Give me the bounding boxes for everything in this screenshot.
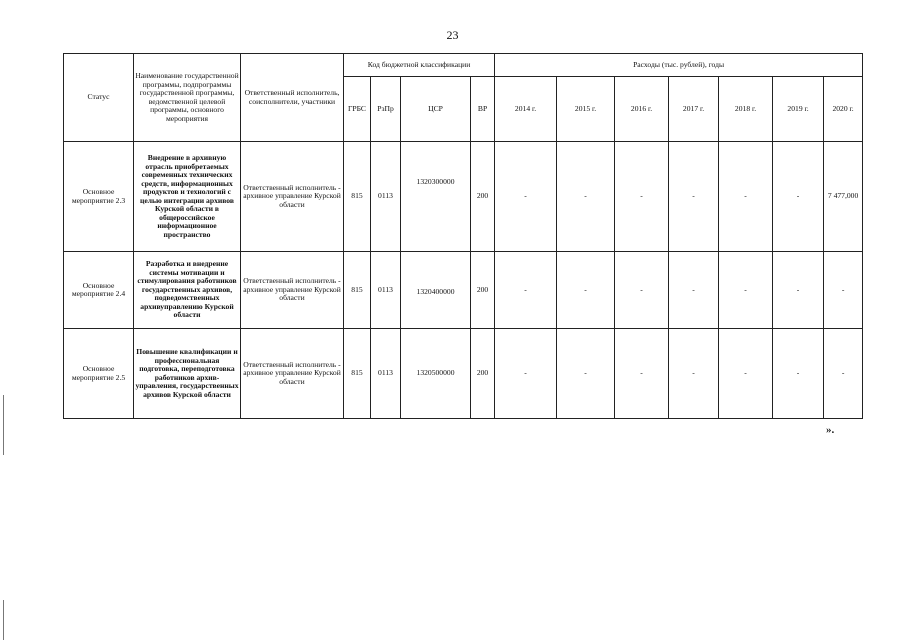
header-year-2018: 2018 г. [719, 77, 773, 142]
row-value-2020: - [824, 252, 863, 329]
row-grbs: 815 [344, 252, 371, 329]
row-grbs: 815 [344, 329, 371, 419]
header-code-rzpr: РзПр [371, 77, 401, 142]
row-value-2019: - [773, 252, 824, 329]
header-year-2014: 2014 г. [495, 77, 557, 142]
row-value-2016: - [615, 329, 669, 419]
row-value-2015: - [557, 142, 615, 252]
row-value-2014: - [495, 329, 557, 419]
row-vr: 200 [471, 252, 495, 329]
table-row [64, 329, 863, 419]
row-rzpr: 0113 [371, 142, 401, 252]
row-csr: 1320400000 [401, 252, 471, 329]
closing-quote-mark: ». [826, 424, 835, 436]
header-year-2020: 2020 г. [824, 77, 863, 142]
row-value-2014: - [495, 252, 557, 329]
row-value-2015: - [557, 252, 615, 329]
header-code-vr: ВР [471, 77, 495, 142]
row-responsible: Ответственный исполнитель - архивное управление Курской области [241, 252, 344, 329]
row-name: Повышение квалификации и профессиональная подготовка, переподготовка работников архив-управления, государственных архивов Курской области [134, 329, 241, 419]
row-value-2016: - [615, 142, 669, 252]
row-status: Основное мероприятие 2.3 [64, 142, 134, 252]
table-row [64, 252, 863, 329]
row-value-2017: - [669, 252, 719, 329]
scan-margin-line [3, 600, 4, 640]
table-row [64, 142, 863, 252]
row-name: Разработка и внедрение системы мотивации и стимулирования работников государственных архивов, подведомственных архивуправлению Курской области [134, 252, 241, 329]
row-status: Основное мероприятие 2.5 [64, 329, 134, 419]
row-responsible: Ответственный исполнитель - архивное управление Курской области [241, 329, 344, 419]
header-responsible: Ответственный исполнитель, соисполнители, участники [241, 54, 344, 142]
row-grbs: 815 [344, 142, 371, 252]
row-value-2017: - [669, 142, 719, 252]
row-value-2020: 7 477,000 [824, 142, 863, 252]
row-status: Основное мероприятие 2.4 [64, 252, 134, 329]
header-code-csr: ЦСР [401, 77, 471, 142]
row-vr: 200 [471, 329, 495, 419]
header-budget-code: Код бюджетной классификации [344, 54, 495, 77]
row-value-2014: - [495, 142, 557, 252]
row-value-2019: - [773, 329, 824, 419]
header-name: Наименование государственной программы, подпрограммы государственной программы, ведомственной целевой программы, основного мероприятия [134, 54, 241, 142]
row-value-2020: - [824, 329, 863, 419]
row-vr: 200 [471, 142, 495, 252]
row-value-2016: - [615, 252, 669, 329]
scan-margin-line [3, 395, 4, 455]
row-value-2015: - [557, 329, 615, 419]
row-value-2018: - [719, 142, 773, 252]
header-year-2016: 2016 г. [615, 77, 669, 142]
header-code-grbs: ГРБС [344, 77, 371, 142]
budget-table [63, 53, 863, 419]
row-csr: 1320300000 [401, 142, 471, 252]
header-status: Статус [64, 54, 134, 142]
row-value-2018: - [719, 329, 773, 419]
row-rzpr: 0113 [371, 329, 401, 419]
row-responsible: Ответственный исполнитель - архивное управление Курской области [241, 142, 344, 252]
page-number: 23 [446, 28, 459, 42]
row-value-2018: - [719, 252, 773, 329]
row-name: Внедрение в архивную отрасль приобретаемых современных технических средств, информационных продуктов и технологий с целью интеграции архивов Курской области в общероссийское информационное пространство [134, 142, 241, 252]
header-year-2017: 2017 г. [669, 77, 719, 142]
header-year-2019: 2019 г. [773, 77, 824, 142]
row-rzpr: 0113 [371, 252, 401, 329]
header-year-2015: 2015 г. [557, 77, 615, 142]
row-value-2019: - [773, 142, 824, 252]
header-expenses: Расходы (тыс. рублей), годы [495, 54, 863, 77]
row-csr: 1320500000 [401, 329, 471, 419]
row-value-2017: - [669, 329, 719, 419]
